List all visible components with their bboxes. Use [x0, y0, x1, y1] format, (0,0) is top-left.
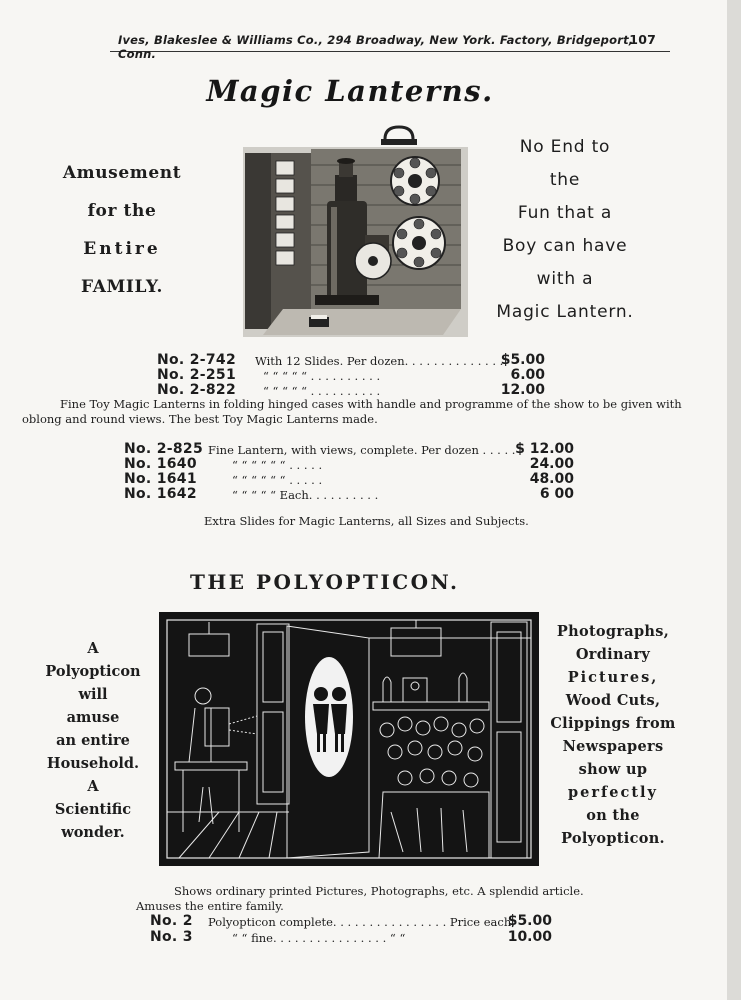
poly-left-copy — [28, 637, 158, 844]
polyopticon-illustration — [159, 612, 539, 866]
poly-left-line: amuse — [66, 709, 120, 726]
ml-lantern-desc: Fine Lantern, with views, complete. Per dozen . . . . . — [208, 443, 516, 457]
magic-lantern-illustration — [243, 125, 468, 337]
ml-lantern-number: No. 2-825 — [124, 441, 204, 457]
ml-right-line-2: the — [549, 170, 581, 190]
ml-item-number: No. 2-742 — [157, 352, 237, 368]
poly-left-line: A — [87, 640, 99, 657]
ml-item-desc: “ “ “ “ “ . . . . . . . . . . — [263, 369, 381, 383]
ml-right-line-1: No End to — [519, 137, 611, 157]
ml-item-number: No. 2-251 — [157, 367, 237, 383]
poly-right-line: show up — [578, 761, 648, 778]
ml-right-line-6: Magic Lantern. — [496, 302, 634, 322]
poly-item-desc: “ “ fine. . . . . . . . . . . . . . . . “ “ — [232, 931, 406, 945]
ml-right-line-3: Fun that a — [517, 203, 613, 223]
ml-lantern-desc: “ “ “ “ “ “ . . . . . — [232, 473, 323, 487]
ml-right-line-5: with a — [536, 269, 594, 289]
ml-lantern-price: $ 12.00 — [515, 441, 574, 457]
magic-lanterns-title: Magic Lanterns. — [206, 74, 494, 108]
ml-description: Fine Toy Magic Lanterns in folding hinged cases with handle and programme of the show to be given with oblong and round views. The best Toy Magic Lanterns made. — [22, 397, 682, 426]
page-edge — [727, 0, 741, 1000]
poly-left-line: Polyopticon — [45, 663, 141, 680]
ml-left-line-4: FAMILY. — [81, 277, 163, 297]
ml-lantern-price: 24.00 — [529, 456, 574, 472]
page-number: 107 — [629, 32, 656, 47]
ml-lantern-desc: “ “ “ “ “ Each. . . . . . . . . . — [232, 488, 379, 502]
poly-right-line: Polyopticon. — [561, 830, 665, 847]
poly-left-line: will — [78, 686, 108, 703]
poly-right-line: Ordinary — [575, 646, 651, 663]
poly-left-line: Scientific — [54, 801, 132, 818]
ml-item-desc: With 12 Slides. Per dozen. . . . . . . . . . . . . . — [255, 354, 504, 368]
page-header — [110, 31, 670, 61]
ml-item-row — [157, 352, 547, 368]
poly-item-price: 10.00 — [507, 929, 552, 945]
poly-right-line: Pictures, — [567, 669, 659, 686]
poly-right-line: Wood Cuts, — [565, 692, 661, 709]
ml-lantern-price: 6 00 — [539, 486, 574, 502]
poly-item-number: No. 3 — [150, 929, 193, 945]
ml-item-row — [157, 382, 547, 398]
poly-right-copy — [548, 620, 678, 850]
ml-lantern-row — [124, 471, 576, 487]
ml-lantern-row — [124, 441, 576, 457]
poly-right-line: perfectly — [568, 784, 658, 801]
poly-item-row — [150, 913, 554, 929]
ml-item-price: $5.00 — [500, 352, 545, 368]
poly-left-line: wonder. — [61, 824, 125, 841]
poly-right-line: on the — [586, 807, 640, 824]
poly-left-line: Household. — [46, 755, 140, 772]
ml-item-price: 6.00 — [510, 367, 545, 383]
ml-item-number: No. 2-822 — [157, 382, 237, 398]
poly-item-price: $5.00 — [507, 913, 552, 929]
polyopticon-title: THE POLYOPTICON. — [190, 570, 460, 594]
poly-left-line: A — [87, 778, 99, 795]
extra-slides-note: Extra Slides for Magic Lanterns, all Sizes and Subjects. — [204, 514, 529, 528]
ml-lantern-price: 48.00 — [529, 471, 574, 487]
ml-lantern-number: No. 1641 — [124, 471, 197, 487]
ml-lantern-row — [124, 486, 576, 502]
publisher-line: Ives, Blakeslee & Williams Co., 294 Broadway, New York. Factory, Bridgeport, Conn. — [118, 33, 634, 61]
poly-right-line: Newspapers — [562, 738, 664, 755]
poly-item-row — [150, 929, 554, 945]
ml-right-line-4: Boy can have — [502, 236, 628, 256]
poly-left-line: an entire — [56, 732, 130, 749]
ml-item-row — [157, 367, 547, 383]
poly-item-number: No. 2 — [150, 913, 193, 929]
ml-item-price: 12.00 — [500, 382, 545, 398]
poly-right-line: Clippings from — [550, 715, 676, 732]
poly-right-line: Photographs, — [556, 623, 670, 640]
poly-item-desc: Polyopticon complete. . . . . . . . . . . . . . . . Price each, — [208, 915, 515, 929]
ml-left-line-3: Entire — [83, 239, 161, 259]
poly-description-1: Shows ordinary printed Pictures, Photographs, etc. A splendid article. — [174, 884, 584, 898]
ml-lantern-number: No. 1640 — [124, 456, 197, 472]
ml-lantern-row — [124, 456, 576, 472]
ml-left-line-1: Amusement — [62, 163, 182, 183]
ml-item-desc: “ “ “ “ “ . . . . . . . . . . — [263, 384, 381, 398]
ml-left-line-2: for the — [87, 201, 157, 221]
ml-lantern-desc: “ “ “ “ “ “ . . . . . — [232, 458, 323, 472]
ml-lantern-number: No. 1642 — [124, 486, 197, 502]
poly-description-2: Amuses the entire family. — [136, 899, 284, 913]
